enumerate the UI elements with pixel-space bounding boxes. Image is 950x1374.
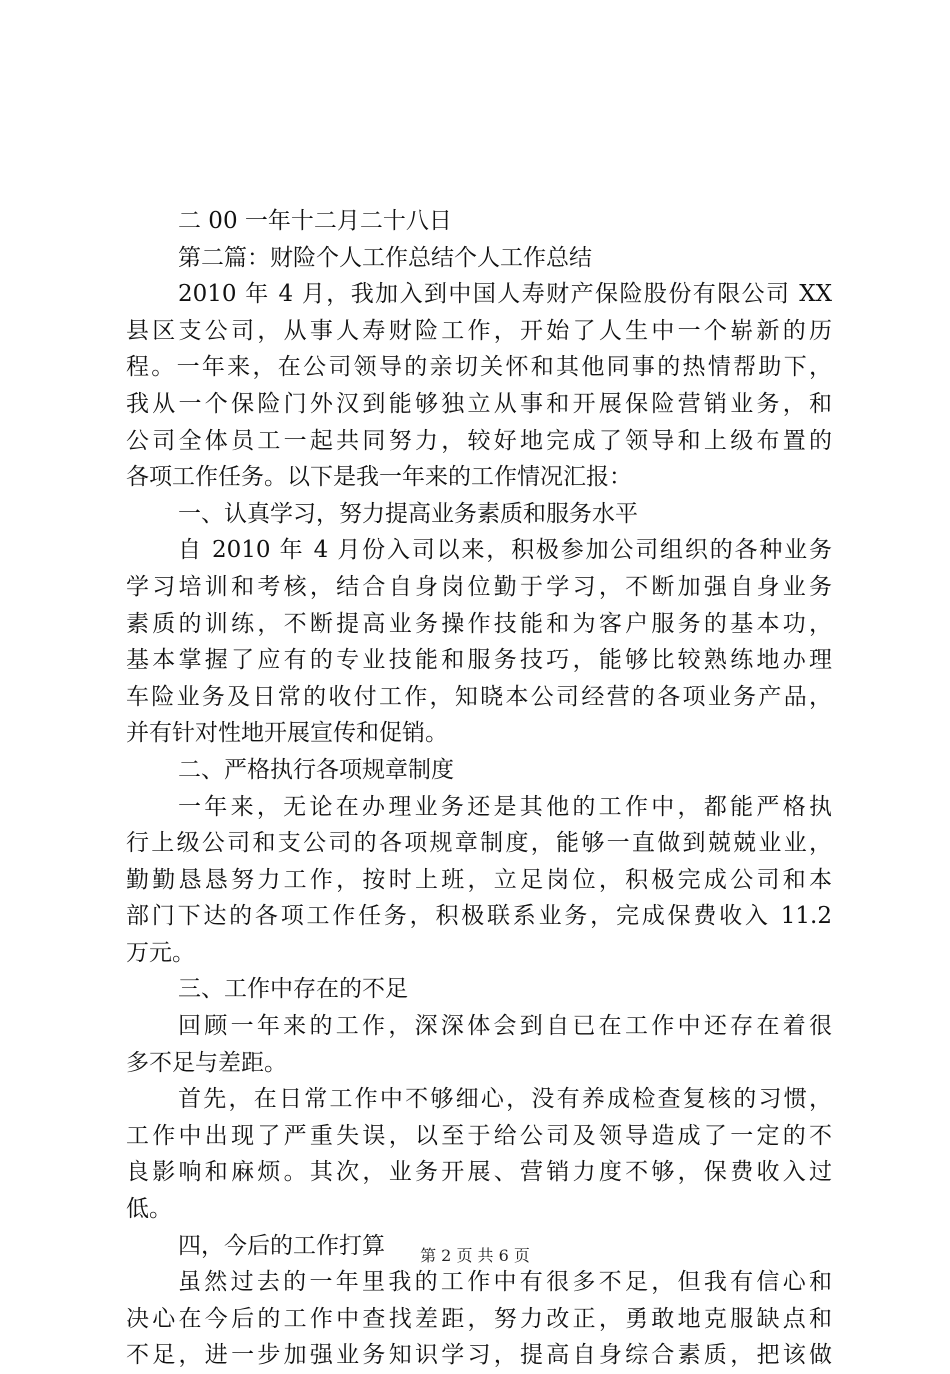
text-line: 二、严格执行各项规章制度 [178, 756, 454, 783]
text-line: 公司全体员工一起共同努力，较好地完成了领导和上级布置的 [126, 427, 832, 454]
text-line: 决心在今后的工作中查找差距，努力改正，勇敢地克服缺点和 [126, 1305, 832, 1332]
document-body [126, 203, 832, 1374]
text-line: 不足，进一步加强业务知识学习，提高自身综合素质，把该做 [126, 1342, 832, 1369]
text-line: 四，今后的工作打算 [178, 1232, 385, 1259]
text-line: 工作中出现了严重失误，以至于给公司及领导造成了一定的不 [126, 1122, 832, 1149]
text-line: 二 00 一年十二月二十八日 [178, 208, 452, 234]
text-line: 2010 年 4 月，我加入到中国人寿财产保险股份有限公司 XX [178, 281, 832, 308]
text-line: 三、工作中存在的不足 [178, 976, 408, 1003]
text-line: 基本掌握了应有的专业技能和服务技巧，能够比较熟练地办理 [126, 647, 832, 674]
text-line: 一年来，无论在办理业务还是其他的工作中，都能严格执 [178, 793, 832, 820]
text-line: 虽然过去的一年里我的工作中有很多不足，但我有信心和 [178, 1269, 832, 1296]
text-line: 万元。 [126, 939, 195, 966]
text-line: 车险业务及日常的收付工作，知晓本公司经营的各项业务产品， [126, 683, 832, 710]
text-line: 回顾一年来的工作，深深体会到自已在工作中还存在着很 [178, 1013, 832, 1040]
text-line: 良影响和麻烦。其次，业务开展、营销力度不够，保费收入过 [126, 1159, 832, 1186]
text-line: 自 2010 年 4 月份入司以来，积极参加公司组织的各种业务 [178, 537, 832, 564]
text-line: 并有针对性地开展宣传和促销。 [126, 720, 448, 747]
text-line: 部门下达的各项工作任务，积极联系业务，完成保费收入 11.2 [126, 903, 832, 930]
text-line: 首先，在日常工作中不够细心，没有养成检查复核的习惯， [178, 1086, 832, 1113]
text-line: 素质的训练，不断提高业务操作技能和为客户服务的基本功， [126, 610, 832, 637]
text-line: 行上级公司和支公司的各项规章制度，能够一直做到兢兢业业， [126, 830, 832, 857]
text-line: 勤勤恳恳努力工作，按时上班，立足岗位，积极完成公司和本 [126, 866, 832, 893]
text-line: 多不足与差距。 [126, 1049, 287, 1076]
text-line: 一、认真学习，努力提高业务素质和服务水平 [178, 500, 638, 527]
text-line: 各项工作任务。以下是我一年来的工作情况汇报： [126, 464, 632, 491]
text-line: 县区支公司，从事人寿财险工作，开始了人生中一个崭新的历 [126, 317, 832, 344]
text-line: 我从一个保险门外汉到能够独立从事和开展保险营销业务，和 [126, 390, 832, 417]
text-line: 低。 [126, 1196, 172, 1223]
page-footer: 第 2 页 共 6 页 [420, 1246, 530, 1265]
text-line: 程。一年来，在公司领导的亲切关怀和其他同事的热情帮助下， [126, 354, 832, 381]
text-line: 学习培训和考核，结合自身岗位勤于学习，不断加强自身业务 [126, 573, 832, 600]
text-line: 第二篇：财险个人工作总结个人工作总结 [178, 244, 592, 271]
